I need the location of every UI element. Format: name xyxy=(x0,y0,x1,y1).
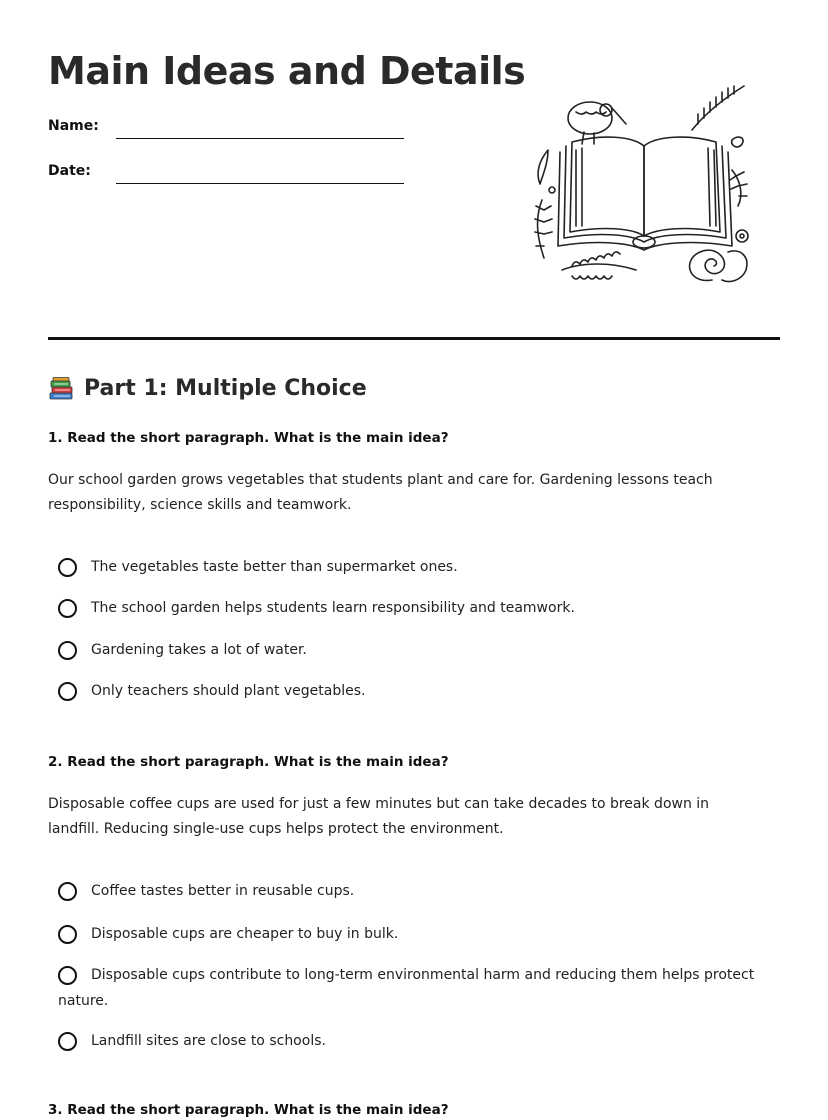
q2-option-b[interactable] xyxy=(58,921,398,947)
option-label: Only teachers should plant vegetables. xyxy=(91,683,366,699)
question-2-paragraph: Disposable coffee cups are used for just a few minutes but can take decades to break down in landfill. Reducing single-use cups helps protect the environment. xyxy=(48,796,710,837)
header-divider xyxy=(48,337,780,340)
question-3 xyxy=(48,1100,780,1120)
question-1-paragraph: Our school garden grows vegetables that students plant and care for. Gardening lessons teach responsibility, science skills and teamwork. xyxy=(48,472,713,513)
date-write-line[interactable] xyxy=(116,183,404,184)
part1-heading xyxy=(48,374,367,404)
radio-circle-icon[interactable] xyxy=(58,882,77,901)
radio-circle-icon[interactable] xyxy=(58,558,77,577)
option-label: The school garden helps students learn responsibility and teamwork. xyxy=(91,600,575,616)
radio-circle-icon[interactable] xyxy=(58,925,77,944)
date-field xyxy=(48,163,408,187)
q1-option-d[interactable] xyxy=(58,678,365,704)
name-label: Name: xyxy=(48,118,99,134)
books-icon xyxy=(48,377,74,401)
q2-option-c[interactable] xyxy=(58,962,758,1014)
q1-option-b[interactable] xyxy=(58,595,575,621)
question-1-prompt: 1. Read the short paragraph. What is the main idea? xyxy=(48,430,449,446)
radio-circle-icon[interactable] xyxy=(58,682,77,701)
question-2-prompt: 2. Read the short paragraph. What is the main idea? xyxy=(48,754,449,770)
question-1 xyxy=(48,428,780,518)
radio-circle-icon[interactable] xyxy=(58,966,77,985)
date-label: Date: xyxy=(48,163,91,179)
name-write-line[interactable] xyxy=(116,138,404,139)
question-2 xyxy=(48,752,780,842)
q2-option-a[interactable] xyxy=(58,878,354,904)
q2-option-d[interactable] xyxy=(58,1028,326,1054)
option-label: Coffee tastes better in reusable cups. xyxy=(91,883,355,899)
radio-circle-icon[interactable] xyxy=(58,1032,77,1051)
name-field xyxy=(48,118,408,142)
option-label: Disposable cups contribute to long-term environmental harm and reducing them helps protect nature. xyxy=(58,967,755,1009)
option-label: Gardening takes a lot of water. xyxy=(91,642,307,658)
radio-circle-icon[interactable] xyxy=(58,599,77,618)
radio-circle-icon[interactable] xyxy=(58,641,77,660)
question-3-prompt: 3. Read the short paragraph. What is the main idea? xyxy=(48,1102,449,1118)
q1-option-a[interactable] xyxy=(58,554,458,580)
page-title: Main Ideas and Details xyxy=(48,49,526,93)
option-label: Landfill sites are close to schools. xyxy=(91,1033,326,1049)
q1-option-c[interactable] xyxy=(58,637,307,663)
option-label: Disposable cups are cheaper to buy in bulk. xyxy=(91,926,399,942)
part1-title: Part 1: Multiple Choice xyxy=(84,376,367,401)
bird-on-open-book-illustration xyxy=(532,80,754,292)
option-label: The vegetables taste better than supermarket ones. xyxy=(91,559,458,575)
